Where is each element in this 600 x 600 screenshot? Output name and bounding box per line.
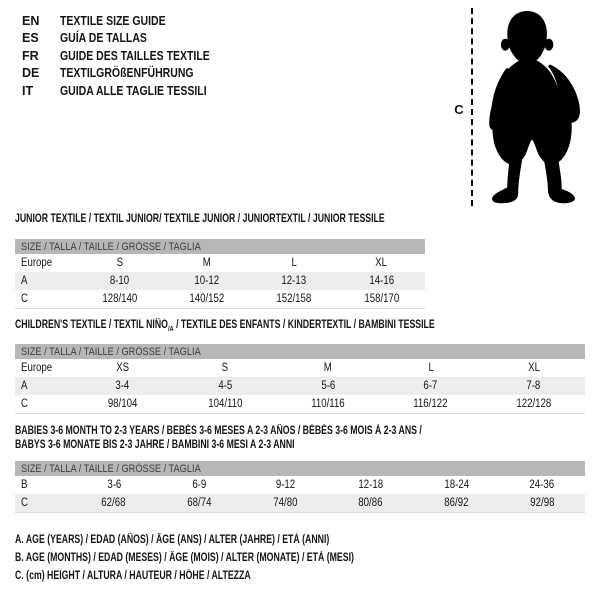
table-row xyxy=(15,290,425,308)
language-code: ES xyxy=(22,31,39,46)
cell: 3-6 xyxy=(106,479,121,491)
children-size-table xyxy=(15,344,585,414)
language-row-es xyxy=(22,30,238,48)
cell: 9-12 xyxy=(275,479,295,491)
cell: L xyxy=(291,257,297,269)
row-label: A xyxy=(21,380,28,392)
cell: S xyxy=(116,257,123,269)
cell: 24-36 xyxy=(529,479,555,491)
cell: 10-12 xyxy=(194,275,220,287)
cell: 158/170 xyxy=(363,293,399,305)
size-header-bar xyxy=(15,344,585,359)
footnote-c: C. (cm) HEIGHT / ALTURA / HAUTEUR / HÖHE / ALTEZZA xyxy=(15,570,251,582)
cell: 12-18 xyxy=(358,479,384,491)
cell: 18-24 xyxy=(444,479,469,491)
language-code: IT xyxy=(22,83,34,98)
language-title: TEXTILE SIZE GUIDE xyxy=(60,13,166,28)
table-row xyxy=(15,494,585,512)
size-header-bar xyxy=(15,239,425,254)
cell: 62/68 xyxy=(101,497,126,509)
language-code: DE xyxy=(22,66,40,81)
footnote-b: B. AGE (MONTHS) / EDAD (MESES) / ÂGE (MOIS) / ALTER (MONATE) / ETÀ (MESI) xyxy=(15,552,354,564)
cell: 110/116 xyxy=(311,398,345,410)
junior-section-title: JUNIOR TEXTILE / TEXTIL JUNIOR/ TEXTILE JUNIOR / JUNIORTEXTIL / JUNIOR TESSILE xyxy=(15,213,385,225)
cell: 6-7 xyxy=(423,380,438,392)
cell: 4-5 xyxy=(218,380,233,392)
row-label: Europe xyxy=(21,362,53,374)
cell: 12-13 xyxy=(281,275,307,287)
babies-section-title: BABIES 3-6 MONTH TO 2-3 YEARS / BEBÉS 3-6 MESES A 2-3 AÑOS / BÉBÉS 3-6 MOIS À 2-3 ANS / BABYS 3-6 MONATE BIS 2-3 JAHRE / BAMBINI 3-6 MESI A 2-3 ANNI xyxy=(15,425,422,451)
baby-silhouette-image xyxy=(482,9,592,207)
cell: 140/152 xyxy=(189,293,225,305)
language-title: GUÍA DE TALLAS xyxy=(60,31,147,46)
height-measure-figure xyxy=(440,0,600,215)
row-label: B xyxy=(21,479,28,491)
cell: 86/92 xyxy=(444,497,469,509)
language-code: EN xyxy=(22,13,40,28)
cell: 7-8 xyxy=(526,380,541,392)
table-row xyxy=(15,476,585,494)
cell: 8-10 xyxy=(109,275,130,287)
row-label: C xyxy=(21,293,28,305)
height-label: C xyxy=(454,102,464,117)
cell: 116/122 xyxy=(413,398,448,410)
cell: 80/86 xyxy=(358,497,383,509)
row-label: C xyxy=(21,398,28,410)
language-title: TEXTILGRÖßENFÜHRUNG xyxy=(60,66,194,81)
size-header-label: SIZE / TALLA / TAILLE / GRÖSSE / TAGLIA xyxy=(21,462,201,475)
cell: M xyxy=(323,362,333,374)
language-title: GUIDE DES TAILLES TEXTILE xyxy=(60,48,210,63)
size-header-label: SIZE / TALLA / TAILLE / GRÖSSE / TAGLIA xyxy=(21,240,201,253)
size-header-label: SIZE / TALLA / TAILLE / GRÖSSE / TAGLIA xyxy=(21,345,201,358)
table-row xyxy=(15,272,425,290)
table-row xyxy=(15,395,585,413)
cell: M xyxy=(202,257,211,269)
cell: 14-16 xyxy=(369,275,394,287)
footnotes xyxy=(15,531,461,585)
table-row xyxy=(15,359,585,377)
row-label: C xyxy=(21,497,28,509)
cell: 3-4 xyxy=(115,380,130,392)
cell: L xyxy=(428,362,434,374)
cell: XL xyxy=(375,257,388,269)
babies-size-table xyxy=(15,461,585,513)
cell: 122/128 xyxy=(516,398,552,410)
cell: 104/110 xyxy=(208,398,243,410)
size-header-bar xyxy=(15,461,585,476)
cell: 98/104 xyxy=(107,398,138,410)
cell: 5-6 xyxy=(321,380,335,392)
footnote-a: A. AGE (YEARS) / EDAD (AÑOS) / ÂGE (ANS) / ALTER (JAHRE) / ETÀ (ANNI) xyxy=(15,534,330,546)
cell: 74/80 xyxy=(273,497,298,509)
language-row-de xyxy=(22,65,238,83)
language-row-fr xyxy=(22,47,238,65)
height-dashed-line xyxy=(471,8,473,206)
cell: 128/140 xyxy=(102,293,138,305)
language-title: GUIDA ALLE TAGLIE TESSILI xyxy=(60,83,207,98)
junior-size-table xyxy=(15,239,425,309)
cell: XS xyxy=(115,362,129,374)
language-code: FR xyxy=(22,48,39,63)
cell: 68/74 xyxy=(187,497,212,509)
row-label: Europe xyxy=(21,257,53,269)
row-label: A xyxy=(21,275,28,287)
cell: 152/158 xyxy=(276,293,312,305)
language-heading-list xyxy=(22,12,238,100)
language-row-en xyxy=(22,12,238,30)
language-row-it xyxy=(22,82,238,100)
cell: 6-9 xyxy=(192,479,207,491)
children-section-title: CHILDREN'S TEXTILE / TEXTIL $NIÑO_{/A}$ / TEXTILE DES ENFANTS / KINDERTEXTIL / BAMBINI TESSILE xyxy=(15,319,435,333)
table-row xyxy=(15,377,585,395)
nino-gender-subscript: /A xyxy=(167,323,174,333)
cell: 92/98 xyxy=(530,497,555,509)
cell: S xyxy=(221,362,229,374)
table-row xyxy=(15,254,425,272)
cell: XL xyxy=(527,362,540,374)
